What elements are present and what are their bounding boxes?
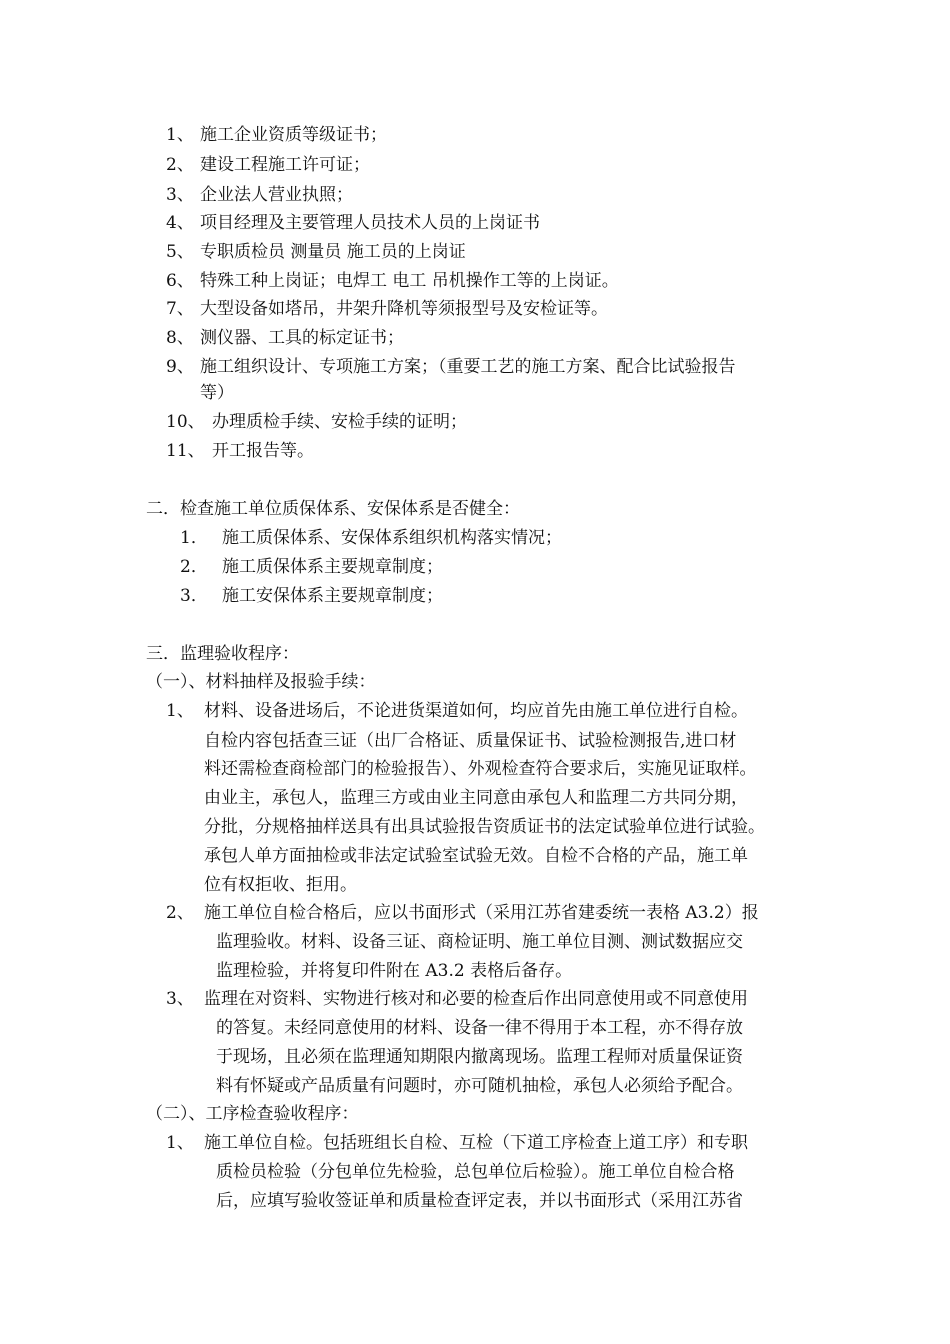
- list-item-text: 施工质保体系、安保体系组织机构落实情况；: [222, 528, 562, 548]
- list-item-number: 11、: [166, 441, 205, 461]
- paragraph-line: 由业主，承包人，监理三方或由业主同意由承包人和监理二方共同分期，: [204, 788, 748, 808]
- section-heading: 二．检查施工单位质保体系、安保体系是否健全：: [146, 499, 520, 519]
- list-item-number: 1、: [166, 701, 194, 721]
- paragraph-line: 监理检验，并将复印件附在 A3.2 表格后备存。: [216, 961, 573, 981]
- list-item-number: 4、: [166, 213, 194, 233]
- paragraph-line: 位有权拒收、拒用。: [204, 875, 357, 895]
- list-item-text: 办理质检手续、安检手续的证明；: [212, 412, 467, 432]
- list-item-text: 测仪器、工具的标定证书；: [200, 328, 404, 348]
- list-item-number: 1、: [166, 1133, 194, 1153]
- list-item-number: 3、: [166, 185, 194, 205]
- paragraph-line: 料还需检查商检部门的检验报告）、外观检查符合要求后，实施见证取样。: [204, 759, 757, 779]
- list-item-text: 施工安保体系主要规章制度；: [222, 586, 443, 606]
- paragraph-line: 施工单位自检。包括班组长自检、互检（下道工序检查上道工序）和专职: [204, 1133, 748, 1153]
- paragraph-line: 监理验收。材料、设备三证、商检证明、施工单位目测、测试数据应交: [216, 932, 743, 952]
- subsection-heading: （一）、材料抽样及报验手续：: [146, 672, 376, 692]
- list-item-text: 施工质保体系主要规章制度；: [222, 557, 443, 577]
- list-item-number: 3、: [166, 989, 194, 1009]
- list-item-number: 6、: [166, 271, 194, 291]
- list-item-text: 专职质检员 测量员 施工员的上岗证: [200, 242, 466, 262]
- list-item-number: 7、: [166, 299, 194, 319]
- list-item-number: 5、: [166, 242, 194, 262]
- list-item-text: 项目经理及主要管理人员技术人员的上岗证书: [200, 213, 540, 233]
- list-item-continuation: 等）: [200, 383, 234, 403]
- section-heading: 三．监理验收程序：: [146, 644, 299, 664]
- list-item-number: 1．: [180, 528, 208, 548]
- list-item-text: 特殊工种上岗证；电焊工 电工 吊机操作工等的上岗证。: [200, 271, 619, 291]
- list-item-number: 10、: [166, 412, 205, 432]
- paragraph-line: 监理在对资料、实物进行核对和必要的检查后作出同意使用或不同意使用: [204, 989, 748, 1009]
- paragraph-line: 施工单位自检合格后，应以书面形式（采用江苏省建委统一表格 A3.2）报: [204, 903, 759, 923]
- list-item-number: 1、: [166, 125, 194, 145]
- paragraph-line: 承包人单方面抽检或非法定试验室试验无效。自检不合格的产品，施工单: [204, 846, 748, 866]
- list-item-text: 建设工程施工许可证；: [200, 155, 370, 175]
- paragraph-line: 自检内容包括查三证（出厂合格证、质量保证书、试验检测报告,进口材: [204, 731, 737, 751]
- list-item-number: 2、: [166, 903, 194, 923]
- paragraph-line: 的答复。未经同意使用的材料、设备一律不得用于本工程，亦不得存放: [216, 1018, 743, 1038]
- list-item-text: 企业法人营业执照；: [200, 185, 353, 205]
- subsection-heading: （二）、工序检查验收程序：: [146, 1104, 359, 1124]
- paragraph-line: 于现场，且必须在监理通知期限内撤离现场。监理工程师对质量保证资: [216, 1047, 743, 1067]
- paragraph-line: 材料、设备进场后，不论进货渠道如何，均应首先由施工单位进行自检。: [204, 701, 748, 721]
- list-item-number: 9、: [166, 357, 194, 377]
- list-item-text: 施工企业资质等级证书；: [200, 125, 387, 145]
- paragraph-line: 料有怀疑或产品质量有问题时，亦可随机抽检，承包人必须给予配合。: [216, 1076, 743, 1096]
- list-item-number: 2、: [166, 155, 194, 175]
- paragraph-line: 分批，分规格抽样送具有出具试验报告资质证书的法定试验单位进行试验。: [204, 817, 765, 837]
- list-item-number: 2．: [180, 557, 208, 577]
- paragraph-line: 质检员检验（分包单位先检验，总包单位后检验）。施工单位自检合格: [216, 1162, 735, 1182]
- list-item-text: 大型设备如塔吊，井架升降机等须报型号及安检证等。: [200, 299, 608, 319]
- list-item-number: 3．: [180, 586, 208, 606]
- list-item-text: 施工组织设计、专项施工方案；（重要工艺的施工方案、配合比试验报告: [200, 357, 736, 377]
- list-item-text: 开工报告等。: [212, 441, 314, 461]
- list-item-number: 8、: [166, 328, 194, 348]
- paragraph-line: 后，应填写验收签证单和质量检查评定表，并以书面形式（采用江苏省: [216, 1191, 743, 1211]
